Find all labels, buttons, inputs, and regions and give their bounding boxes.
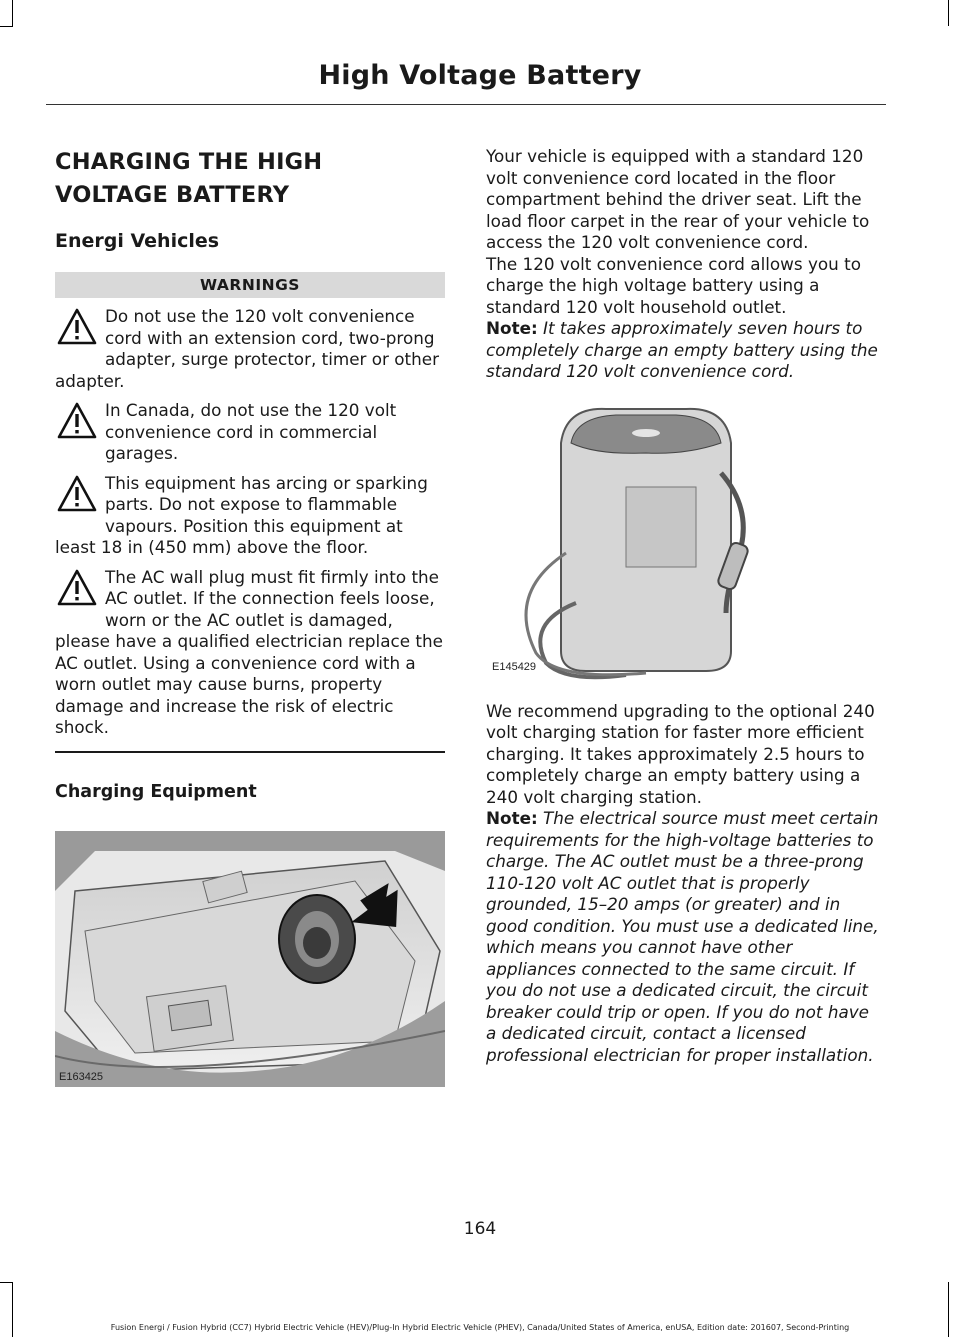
warning-text: This equipment has arcing or sparking parts. Do not expose to flammable vapours. Position this equipment at least 18 in (450 mm) above the floor. [55, 472, 428, 557]
crop-mark-bottom-left-h [0, 1282, 13, 1283]
charging-station-image [486, 403, 756, 683]
section-subtitle: Energi Vehicles [55, 230, 220, 252]
section-title-line1: CHARGING THE HIGH [55, 149, 323, 175]
right-column [486, 146, 880, 1066]
trunk-floor-compartment-image [55, 831, 445, 1087]
charging-equipment-heading: Charging Equipment [55, 781, 257, 802]
note-label: Note: [486, 318, 538, 338]
note-text: The electrical source must meet certain requirements for the high-voltage batteries to charge. The AC outlet must be a three-prong 110-120 volt AC outlet that is properly grounded, 15–20 amps (or greater) and in good condition. You must use a dedicated line, which means you cannot have other appliances connected to the same circuit. If you do not use a dedicated circuit, the circuit breaker could trip or open. If you do not have a dedicated circuit, contact a licensed professional electrician for proper installation. [486, 808, 879, 1065]
warning-item [55, 473, 445, 559]
warning-text: Do not use the 120 volt convenience cord with an extension cord, two-prong adapter, surge protector, timer or other adapter. [55, 306, 439, 391]
charging-station-illustration [486, 403, 756, 683]
warning-triangle-icon [57, 568, 97, 608]
section-title [55, 146, 445, 212]
warning-triangle-icon [57, 474, 97, 514]
cord-location-paragraph: Your vehicle is equipped with a standard 120 volt convenience cord located in the floor compartment behind the driver seat. Lift the load floor carpet in the rear of your vehicle to access the 120 volt convenience cord. [486, 146, 870, 252]
page-number: 164 [463, 1219, 497, 1239]
upgrade-paragraph: We recommend upgrading to the optional 240 volt charging station for faster more efficient charging. It takes approximately 2.5 hours to completely charge an empty battery using a 240 volt charging station. [486, 700, 875, 807]
warnings-end-rule [55, 751, 445, 753]
footer-edition-text: Fusion Energi / Fusion Hybrid (CC7) Hybrid Electric Vehicle (HEV)/Plug-In Hybrid Electric Vehicle (PHEV), Canada/United States of America, enUSA, Edition date: 201607, Second-Printing [110, 1323, 850, 1332]
warnings-heading: WARNINGS [55, 272, 445, 298]
note-text: It takes approximately seven hours to completely charge an empty battery using the standard 120 volt convenience cord. [486, 318, 878, 381]
header-divider [46, 104, 886, 105]
warning-item [55, 567, 445, 739]
page-header [0, 60, 960, 91]
warning-text: In Canada, do not use the 120 volt convenience cord in commercial garages. [105, 400, 397, 463]
warning-text: The AC wall plug must fit firmly into the AC outlet. If the connection feels loose, worn or the AC outlet is damaged, please have a qualified electrician replace the AC outlet. Using a convenience cord with a worn outlet may cause burns, property damage and increase the risk of electric shock. [55, 566, 443, 737]
charge-time-note [486, 318, 880, 383]
note-label: Note: [486, 808, 538, 828]
figure-code: E163425 [59, 1070, 104, 1083]
warning-item [55, 306, 445, 392]
crop-mark-top-left-h [0, 26, 13, 27]
trunk-illustration [55, 831, 445, 1087]
warning-triangle-icon [57, 307, 97, 347]
figure-code: E145429 [492, 660, 537, 673]
warning-triangle-icon [57, 401, 97, 441]
cord-usage-paragraph: The 120 volt convenience cord allows you to charge the high voltage battery using a standard 120 volt household outlet. [486, 253, 861, 317]
page-title: High Voltage Battery [318, 60, 642, 91]
warning-item [55, 400, 445, 465]
left-column [55, 146, 445, 1087]
electrical-requirements-note [486, 808, 880, 1066]
crop-mark-top-left [12, 0, 13, 26]
crop-mark-top-right [948, 0, 949, 26]
section-title-line2: VOLTAGE BATTERY [55, 182, 290, 208]
